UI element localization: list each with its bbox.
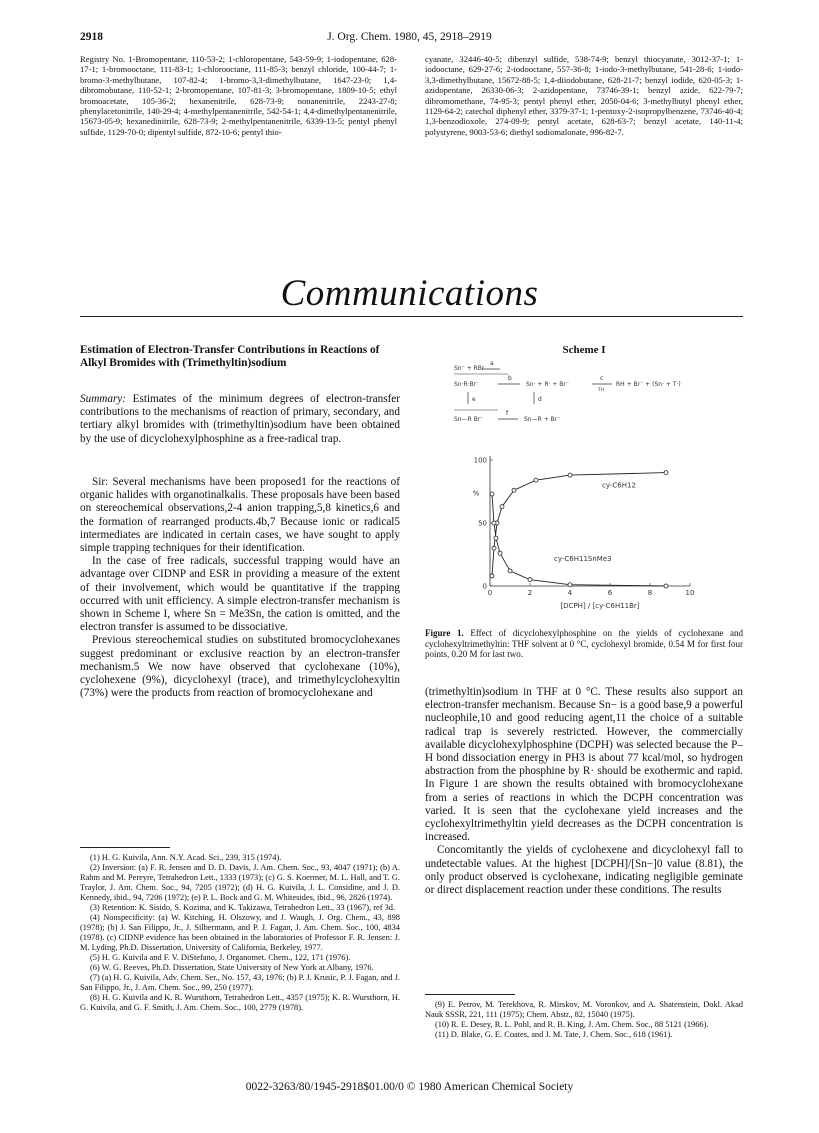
data-point bbox=[528, 578, 532, 582]
page-number: 2918 bbox=[80, 31, 103, 43]
label-c: c bbox=[600, 375, 604, 382]
section-title: Communications bbox=[280, 273, 539, 314]
scheme-line3-left: Sn—R Br⁻ bbox=[454, 416, 484, 423]
footnote: (11) D. Blake, G. E. Coates, and J. M. Tate, J. Chem. Soc., 618 (1961). bbox=[435, 1030, 673, 1039]
scheme-line2-left: Sn·R·Br⁻ bbox=[454, 381, 480, 388]
label-d: d bbox=[538, 396, 542, 403]
registry-left-text: Registry No. 1-Bromopentane, 110-53-2; 1-chloropentane, 543-59-9; 1-iodopentane, 628-17-1; 1-bromooctane, 111-83-1; 1-chlorooctane, 111-85-3; benzyl chloride, 100-44-7; 1-bromo-3-methylbutane, 107-82-4; 1-bromo-3,3-dimethylbutane, 1647-23-0; 1,4-dibromobutane, 110-52-1; 2-bromopentane, 107-81-3; 3-bromopentane, 1809-10-5; ethyl bromoacetate, 105-36-2; hexanenitrile, 628-73-9; nonanenitrile, 2243-27-8; phenylacetonitrile, 140-29-4; 4-methylpentanenitrile, 542-54-1; 4,4-dimethylpentanenitrile, 15673-05-9; hexanedinitrile, 628-73-9; 2-methylpentanenitrile, 6339-13-5; pentyl phenyl sulfide, 1129-70-0; dipentyl sulfide, 872-10-6; pentyl thio- bbox=[80, 54, 397, 137]
paragraph-1: Sir: Several mechanisms have been proposed1 for the reactions of organic halides with organotinalkalis. These proposals have been based on stereochemical observations,2-4 anion trapping,5,8 kinetics,6 and the formation of rearranged products.4b,7 Because ionic or radical5 intermediates are indicated in certain cases, we have sought to apply simple trapping techniques for their identification. bbox=[80, 476, 400, 555]
summary bbox=[80, 393, 400, 446]
footnote: (8) H. G. Kuivila and K. R. Wursthorn, Tetrahedron Lett., 4357 (1975); K. R. Wursthorn, H. G. Kuivila, and G. F. Smith, J. Am. Chem. Soc., 100, 2779 (1978). bbox=[80, 993, 400, 1012]
data-point bbox=[498, 551, 502, 555]
figure-1-chart bbox=[450, 448, 700, 618]
y-tick-label: 0 bbox=[482, 582, 487, 591]
registry-right-text: cyanate, 32446-40-5; dibenzyl sulfide, 538-74-9; benzyl thiocyanate, 3012-37-1; 1-iodooctane, 629-27-6; 2-iodooctane, 557-36-8; 1-iodo-3-methylbutane, 541-28-6; 1-iodo-3,3-dimethylbutane, 15672-88-5; 1,4-diiodobutane, 628-21-7; benzyl iodide, 620-05-3; 1-azidopentane, 26330-06-3; 2-azidopentane, 73746-39-1; benzyl azide, 622-79-7; dibromomethane, 74-95-3; pentyl phenyl ether, 2050-04-6; 3-methylbutyl phenyl ether, 1129-64-2; catechol diphenyl ether, 3379-37-1; 1-pentoxy-2-isopropylbenzene, 73746-40-4; 1,3-benzodioxole, 274-09-9; pentyl acetate, 628-63-7; benzyl acetate, 140-11-4; polystyrene, 9003-53-6; diethyl sodiomalonate, 996-82-7. bbox=[425, 54, 743, 137]
footnotes-left bbox=[80, 853, 400, 1013]
series-label: cy-C6H11SnMe3 bbox=[554, 554, 612, 563]
footnote: (6) W. G. Reeves, Ph.D. Dissertation, State University of New York at Albany, 1976. bbox=[90, 963, 374, 972]
data-point bbox=[664, 471, 668, 475]
label-th: TH bbox=[598, 388, 605, 393]
caption-label: Figure 1. bbox=[425, 628, 464, 638]
registry-right bbox=[425, 54, 743, 137]
x-tick-label: 2 bbox=[527, 589, 533, 597]
paragraph-2: In the case of free radicals, successful trapping would have an advantage over CIDNP and ESR in providing a measure of the extent of their involvement, which would be quantitative if the trapping occurred with unit efficiency. A simple electron-transfer mechanism is shown in Scheme I, where Sn = Me3Sn, the cation is omitted, and the electron transfer is assumed to be dissociative. bbox=[80, 555, 400, 634]
series-label: cy-C6H12 bbox=[602, 481, 636, 490]
x-tick-label: 8 bbox=[647, 589, 653, 597]
summary-text: Estimates of the minimum degrees of electron-transfer contributions to the mechanisms of reaction of primary, secondary, and tertiary alkyl bromides with (trimethyltin)sodium have been obtained by the use of dicyclohexylphosphine as a free-radical trap. bbox=[80, 393, 400, 445]
body-left bbox=[80, 476, 400, 700]
y-tick-label: 50 bbox=[478, 519, 487, 528]
scheme-diagram bbox=[448, 360, 748, 436]
footnote: (1) H. G. Kuivila, Ann. N.Y. Acad. Sci., 239, 315 (1974). bbox=[90, 853, 282, 862]
data-point bbox=[568, 583, 572, 587]
data-point bbox=[492, 546, 496, 550]
footnote-rule-left bbox=[80, 847, 170, 848]
x-tick-label: 6 bbox=[607, 589, 613, 597]
data-point bbox=[568, 473, 572, 477]
footnote: (2) Inversion: (a) F. R. Jensen and D. D. Davis, J. Am. Chem. Soc., 93, 4047 (1971); (b) A. Rahm and M. Pereyre, Tetrahedron Lett., 1333 (1973); (c) G. S. Koermer, M. L. Hall, and T. G. Traylor, J. Am. Chem. Soc., 94, 7205 (1972); (d) H. G. Kuivila, J. L. Considine, and J. D. Kennedy, ibid., 94, 7206 (1972); (e) P. L. Bock and G. M. Whitesides, ibid., 96, 2826 (1974). bbox=[80, 863, 400, 902]
series-line-1 bbox=[492, 494, 666, 586]
label-b: b bbox=[508, 375, 512, 382]
x-tick-label: 0 bbox=[487, 589, 493, 597]
y-axis-label: % bbox=[472, 489, 480, 498]
label-a: a bbox=[490, 360, 494, 367]
data-point bbox=[490, 492, 494, 496]
article-title: Estimation of Electron-Transfer Contributions in Reactions of Alkyl Bromides with (Trimethyltin)sodium bbox=[80, 344, 380, 369]
x-tick-label: 4 bbox=[567, 589, 573, 597]
scheme-title: Scheme I bbox=[562, 344, 606, 356]
footnote-rule-right bbox=[425, 994, 515, 995]
label-f: f bbox=[506, 410, 509, 417]
scheme-line2-right: RH + Br⁻ + (Sn· + T·) bbox=[616, 381, 681, 388]
caption-text: Effect of dicyclohexylphosphine on the yields of cyclohexane and cyclohexyltrimethyltin: THF solvent at 0 °C, cyclohexyl bromide, 0.54 M for first four points, 0.20 M for last two. bbox=[425, 628, 743, 660]
label-e: e bbox=[472, 396, 476, 403]
data-point bbox=[664, 584, 668, 588]
paragraph-5: Concomitantly the yields of cyclohexene and dicyclohexyl fall to undetectable values. At the highest [DCPH]/[Sn−]0 value (8.81), the only product observed is cyclohexane, indicating negligible geminate or direct displacement reaction under these conditions. The results bbox=[425, 844, 743, 897]
figure-1-caption bbox=[425, 628, 743, 660]
paragraph-3: Previous stereochemical studies on substituted bromocyclohexanes suggest predominant or exclusive reaction by an electron-transfer mechanism.5 We now have observed that cyclohexane (10%), cyclohexene (9%), dicyclohexyl (trace), and trimethylcyclohexyltin (73%) were the products from reaction of bromocyclohexane and bbox=[80, 634, 400, 700]
footnote: (4) Nonspecificity: (a) W. Kitching, H. Olszowy, and J. Waugh, J. Org. Chem., 43, 898 (1978); (b) J. San Filippo, Jr., J. Silbermann, and P. J. Fagan, J. Am. Chem. Soc., 100, 4834 (1978). (c) CIDNP evidence has been obtained in the laboratories of Professor F. R. Jensen: J. M. Lyding, Ph.D. Dissertation, University of California, Berkeley, 1977. bbox=[80, 913, 400, 952]
data-point bbox=[534, 478, 538, 482]
footnotes-right bbox=[425, 1000, 743, 1040]
scheme-line1: Sn⁻ + RBr bbox=[454, 365, 485, 372]
scheme-line3-right: Sn—R + Br⁻ bbox=[524, 416, 561, 423]
y-tick-label: 100 bbox=[473, 456, 487, 465]
footnote: (5) H. G. Kuivila and F. V. DiStefano, J. Organomet. Chem., 122, 171 (1976). bbox=[90, 953, 351, 962]
data-point bbox=[492, 521, 496, 525]
page-footer: 0022-3263/80/1945-2918$01.00/0 © 1980 American Chemical Society bbox=[245, 1081, 574, 1093]
footnote: (9) E. Petrov, M. Terekhova, R. Mirskov, M. Voronkov, and A. Shatenstein, Dokl. Akad Nauk SSSR, 221, 111 (1975); Chem. Abstr., 82, 15040 (1975). bbox=[425, 1000, 743, 1019]
data-point bbox=[512, 488, 516, 492]
paragraph-4: (trimethyltin)sodium in THF at 0 °C. These results also support an electron-transfer mechanism. Because Sn− is a good base,9 a powerful nucleophile,10 and good reducing agent,11 the choice of a suitable radical trap is severely restricted. However, the commercially available dicyclohexylphosphine (DCPH) was selected because the P–H bond dissociation energy in PH3 is about 77 kcal/mol, so hydrogen abstraction from the phosphine by R· should be exothermic and rapid. In Figure 1 are shown the results obtained with bromocyclohexane from a series of reactions in which the DCPH concentration was varied. It is seen that the cyclohexane yield increases and the cyclohexyltrimethyltin yield decreases as the DCPH concentration is increased. bbox=[425, 686, 743, 844]
scheme-line2-mid: Sn· + R· + Br⁻ bbox=[526, 381, 570, 388]
footnote: (7) (a) H. G. Kuivila, Adv. Chem. Ser., No. 157, 43, 1976; (b) P. J. Krusic, P. J. Fagan, and J. San Filippo, Jr., J. Am. Chem. Soc., 99, 250 (1977). bbox=[80, 973, 401, 992]
section-rule bbox=[80, 316, 743, 317]
footnote: (10) R. E. Desey, R. L. Pohl, and R. B. King, J. Am. Chem. Soc., 88 5121 (1966). bbox=[435, 1020, 709, 1029]
registry-left bbox=[80, 54, 397, 137]
x-axis-label: [DCPH] / [cy-C6H11Br] bbox=[560, 602, 640, 610]
footnote: (3) Retention: K. Sisido, S. Kozima, and K. Takizawa, Tetrahedron Lett., 33 (1967), ref 3d. bbox=[90, 903, 396, 912]
data-point bbox=[500, 505, 504, 509]
x-tick-label: 10 bbox=[685, 589, 695, 597]
data-point bbox=[490, 574, 494, 578]
summary-label: Summary: bbox=[80, 393, 126, 405]
data-point bbox=[494, 536, 498, 540]
data-point bbox=[508, 569, 512, 573]
body-right bbox=[425, 686, 743, 897]
running-header: J. Org. Chem. 1980, 45, 2918–2919 bbox=[327, 31, 492, 43]
